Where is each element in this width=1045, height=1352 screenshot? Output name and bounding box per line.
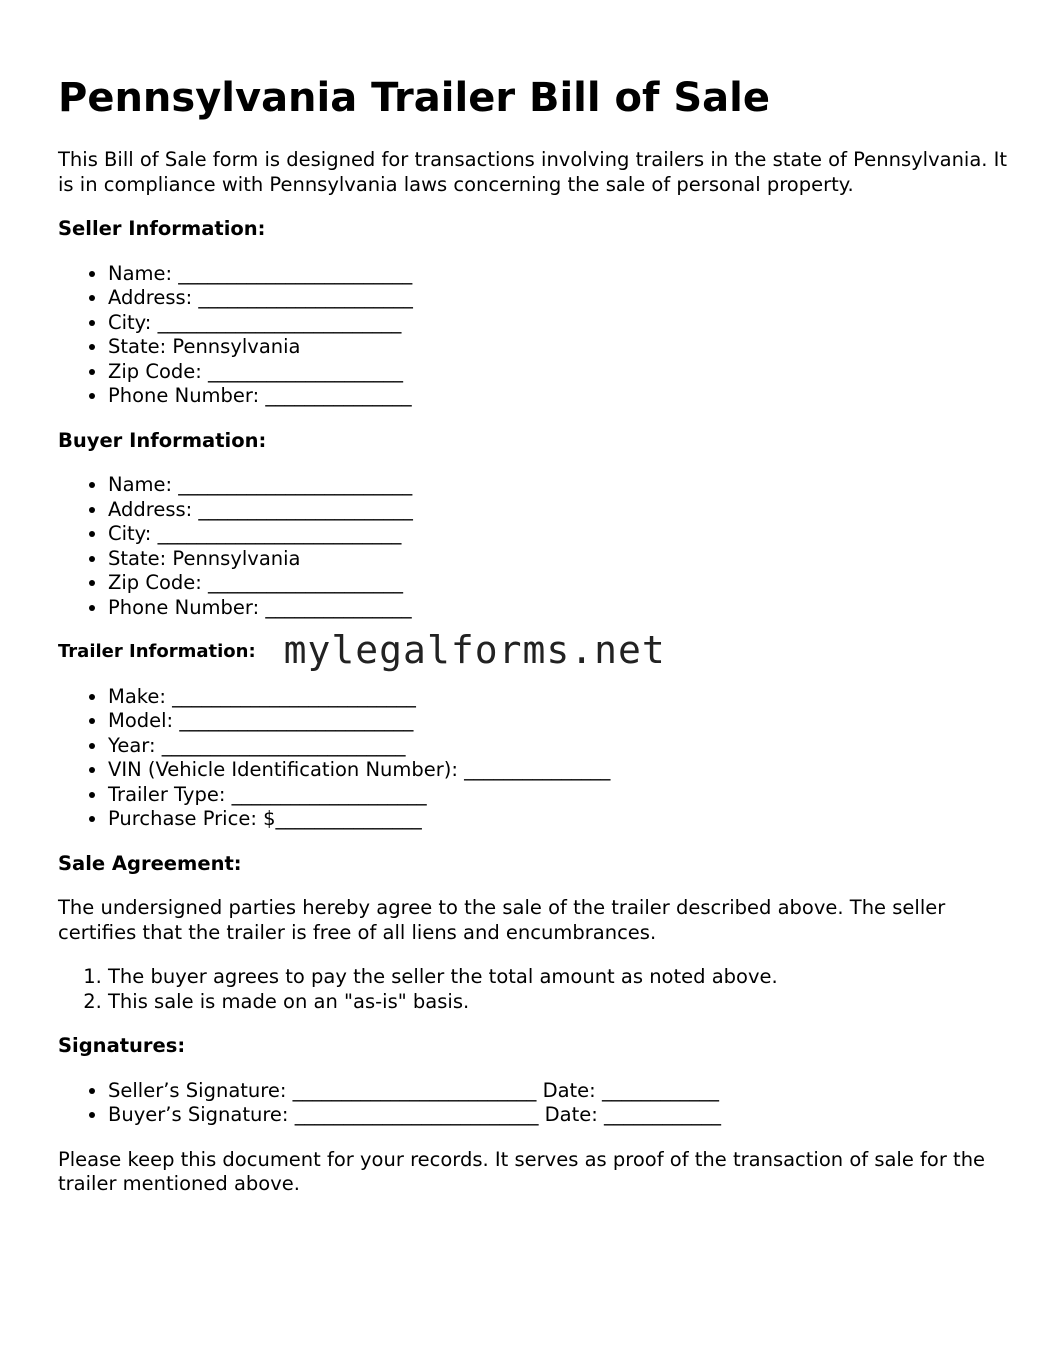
trailer-list <box>58 685 1008 832</box>
closing-paragraph: Please keep this document for your records. It serves as proof of the transaction of sale for the trailer mentioned above. <box>58 1147 986 1195</box>
trailer-type-field: • Trailer Type: ____________________ <box>108 783 1008 808</box>
trailer-heading: Trailer Information: <box>58 641 256 662</box>
page-title: Pennsylvania Trailer Bill of Sale <box>58 75 770 121</box>
buyer-zip-field: • Zip Code: ____________________ <box>108 571 1008 596</box>
agreement-term-2: 2. This sale is made on an "as-is" basis. <box>108 990 1008 1015</box>
watermark: mylegalforms.net <box>283 628 666 672</box>
seller-name-field: • Name: ________________________ <box>108 262 1008 287</box>
buyer-name-field: • Name: ________________________ <box>108 473 1008 498</box>
seller-address-field: • Address: ______________________ <box>108 286 1008 311</box>
buyer-heading: Buyer Information: <box>58 428 267 452</box>
seller-list <box>58 262 1008 409</box>
signatures-heading: Signatures: <box>58 1034 186 1057</box>
seller-city-field: • City: _________________________ <box>108 311 1008 336</box>
trailer-vin-field: • VIN (Vehicle Identification Number): _______________ <box>108 758 1008 783</box>
trailer-heading-row <box>58 628 1008 672</box>
buyer-address-field: • Address: ______________________ <box>108 498 1008 523</box>
buyer-city-field: • City: _________________________ <box>108 522 1008 547</box>
signatures-list <box>58 1079 1008 1128</box>
agreement-heading: Sale Agreement: <box>58 851 242 875</box>
seller-signature-line: • Seller’s Signature: _________________________ Date: ____________ <box>108 1079 1008 1104</box>
agreement-paragraph: The undersigned parties hereby agree to the sale of the trailer described above. The seller certifies that the trailer is free of all liens and encumbrances. <box>58 896 946 944</box>
seller-zip-field: • Zip Code: ____________________ <box>108 360 1008 385</box>
intro-paragraph: This Bill of Sale form is designed for transactions involving trailers in the state of Pennsylvania. It is in compliance with Pennsylvania laws concerning the sale of personal property. <box>58 148 1008 196</box>
seller-state-field: • State: Pennsylvania <box>108 335 1008 360</box>
seller-heading: Seller Information: <box>58 217 266 240</box>
agreement-term-1: 1. The buyer agrees to pay the seller the total amount as noted above. <box>108 965 1008 990</box>
trailer-make-field: • Make: _________________________ <box>108 685 1008 710</box>
buyer-list <box>58 473 1008 620</box>
trailer-price-field: • Purchase Price: $_______________ <box>108 807 1008 832</box>
agreement-list <box>58 965 1008 1014</box>
document-page <box>58 70 1008 1217</box>
buyer-phone-field: • Phone Number: _______________ <box>108 596 1008 621</box>
trailer-model-field: • Model: ________________________ <box>108 709 1008 734</box>
buyer-state-field: • State: Pennsylvania <box>108 547 1008 572</box>
seller-phone-field: • Phone Number: _______________ <box>108 384 1008 409</box>
trailer-year-field: • Year: _________________________ <box>108 734 1008 759</box>
buyer-signature-line: • Buyer’s Signature: _________________________ Date: ____________ <box>108 1103 1008 1128</box>
